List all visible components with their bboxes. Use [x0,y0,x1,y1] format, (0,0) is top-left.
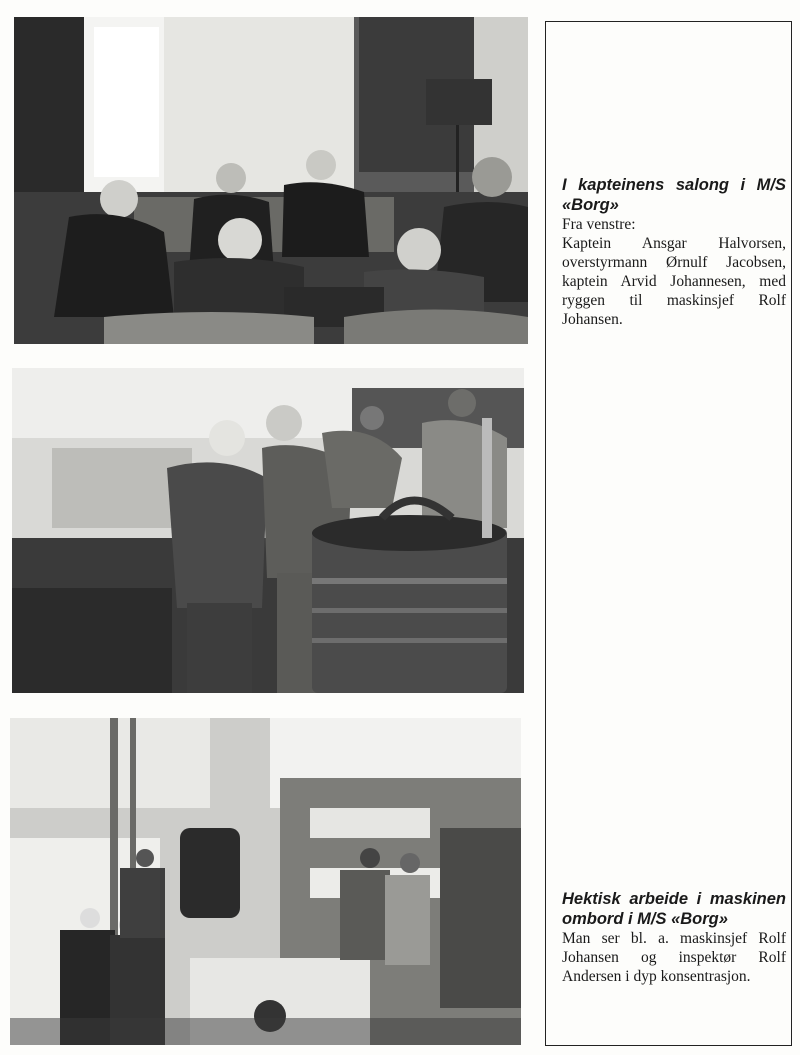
caption-salon-intro: Fra venstre: [562,216,636,233]
caption-engine-title: Hektisk arbeide i maskinen ombord i M/S «Borg» [562,890,786,928]
photo-engine-cylinder [12,368,524,693]
photo-captains-salon [14,17,528,344]
caption-salon-title: I kapteinens salong i M/S «Borg» [562,176,786,214]
photo-engine-room [10,718,521,1045]
caption-panel [545,21,792,1046]
caption-engine [562,889,786,986]
caption-engine-body: Man ser bl. a. maskinsjef Rolf Johansen og inspektør Rolf Andersen i dyp konsentrasjon. [562,930,786,985]
caption-salon-body: Kaptein Ansgar Halvorsen, overstyrmann Ørnulf Jacobsen, kaptein Arvid Johannesen, med ryggen til maskinsjef Rolf Johansen. [562,235,786,328]
caption-salon [562,175,786,329]
